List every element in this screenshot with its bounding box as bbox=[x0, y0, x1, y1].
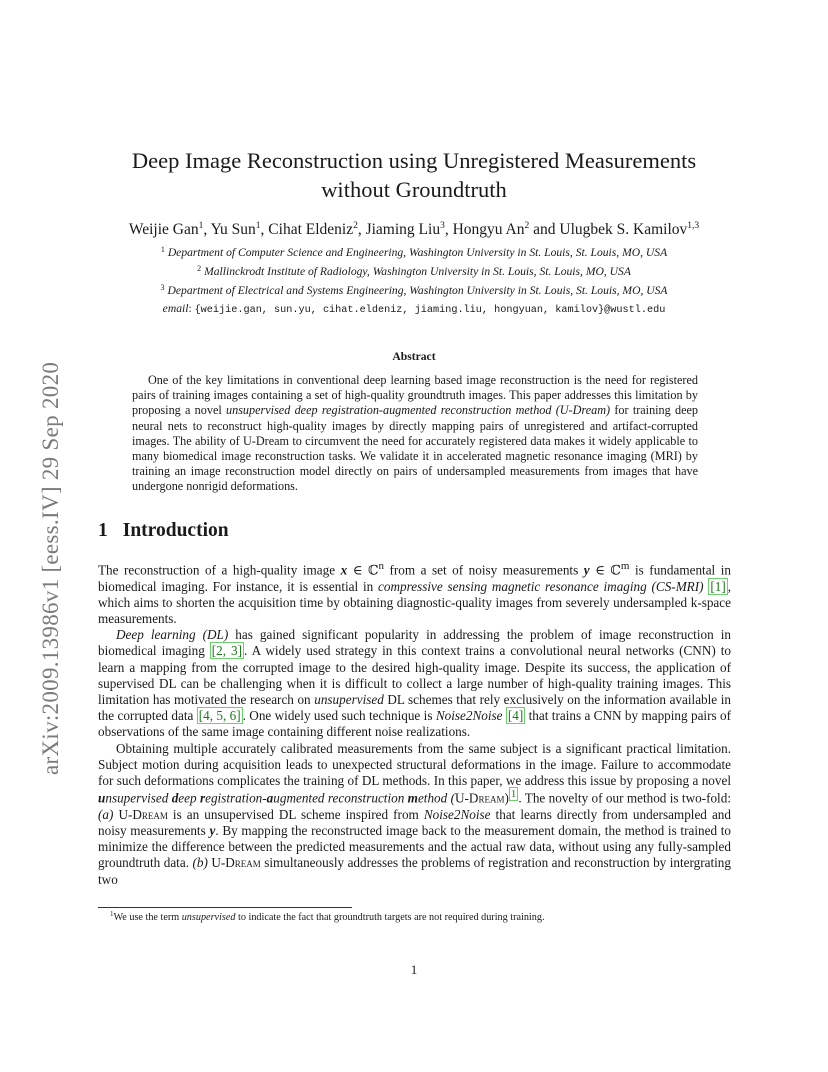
author-affil-mark: 2 bbox=[353, 221, 358, 231]
affiliation-text: Department of Computer Science and Engineering, Washington University in St. Louis, St. Louis, MO, USA bbox=[167, 246, 668, 259]
contact-email: email: {weijie.gan, sun.yu, cihat.eldeniz, jiaming.liu, hongyuan, kamilov}@wustl.edu bbox=[162, 302, 666, 316]
affiliation-mark: 1 bbox=[160, 245, 165, 254]
affiliation bbox=[60, 245, 768, 259]
method-name: U-Dream bbox=[211, 855, 261, 871]
author-affil-mark: 2 bbox=[524, 221, 530, 231]
page-number: 1 bbox=[410, 962, 418, 977]
author-separator: , bbox=[203, 221, 211, 238]
citation-link[interactable]: [2, 3] bbox=[211, 643, 243, 659]
section-number: 1 bbox=[98, 520, 108, 541]
abstract-text: One of the key limitations in conventional deep learning based image reconstruction is the need for registered pairs of training images containing a set of high-quality groundtruth images. This paper addresses this limitation by proposing a novel bbox=[132, 373, 698, 418]
author-list bbox=[60, 221, 768, 239]
method-name: U-Dream) bbox=[455, 790, 509, 806]
author-name: Jiaming Liu bbox=[365, 221, 441, 238]
paper-title bbox=[60, 146, 768, 204]
author-name: Yu Sun bbox=[210, 221, 256, 238]
abstract-body bbox=[132, 373, 698, 495]
footnote: $^1$We use the term unsupervised to indicate the fact that groundtruth targets are not required during training. bbox=[110, 910, 545, 923]
math-y: y bbox=[583, 562, 590, 578]
email-label: email bbox=[162, 302, 189, 315]
method-name: U-Dream bbox=[118, 806, 168, 822]
paragraph: Deep learning (DL) has gained significant popularity in addressing the problem of image reconstruction in biomedical imaging [2, 3] . A widely used strategy in this context trains a convolutional neural networks (CNN) to learn a mapping from the corrupted image to the desired high-quality image. Despite its success, the application of supervised DL can be challenging when it is difficult to collect a large number of high-quality training images. This limitation has motivated the research on unsupervised DL schemes that rely exclusively on the information available in the corrupted data [4, 5, 6] . One widely used such technique is Noise2Noise [4] that trains a CNN by mapping pairs of observations of the same image containing different noise realizations. bbox=[98, 627, 731, 740]
author-name: Hongyu An bbox=[452, 221, 525, 238]
math-x: x bbox=[340, 562, 348, 578]
author-affil-mark: 1 bbox=[255, 221, 261, 231]
affiliation bbox=[60, 264, 768, 278]
author-name: Ulugbek S. Kamilov bbox=[559, 221, 688, 238]
abstract-text: for training deep neural nets to reconstruct high-quality images by directly mapping pairs of unregistered and artifact-corrupted images. The ability of U-Dream to circumvent the need for accurately registered data makes it widely applicable to many biomedical image reconstruction tasks. We validate it in accelerated magnetic resonance imaging (MRI) by training an image reconstruction model directly on pairs of undersampled measurements from images that have undergone nonrigid deformations. bbox=[132, 403, 698, 494]
affiliation-text: Department of Electrical and Systems Engineering, Washington University in St. Louis, St. Louis, MO, USA bbox=[167, 284, 668, 297]
paragraph: Obtaining multiple accurately calibrated measurements from the same subject is a significant practical limitation. Subject motion during acquisition leads to unexpected structural deformations in the image. Failure to accommodate for such deformations complicates the training of DL methods. In this paper, we address this issue by proposing a novel unsupervised deep registration-augmented reconstruction method (U-Dream) $^1$ . The novelty of our method is two-fold: (a) U-Dream is an unsupervised DL scheme inspired from Noise2Noise that learns directly from undersampled and noisy measurements y. By mapping the reconstructed image back to the measurement domain, the method is trained to minimize the difference between the predicted measurements and the actual raw data, without using any fully-sampled groundtruth data. (b) U-Dream simultaneously addresses the problems of registration and reconstruction by intergrating two bbox=[98, 740, 732, 887]
author-name: Cihat Eldeniz bbox=[268, 221, 354, 238]
affiliation bbox=[60, 283, 768, 297]
section-title: Introduction bbox=[122, 520, 229, 541]
author-name: Weijie Gan bbox=[128, 221, 199, 238]
paragraph: The reconstruction of a high-quality image x ∈ ℂ$^n$ from a set of noisy measurements y ∈ ℂ$^m$ is fundamental in biomedical imaging. For instance, it is essential in compressive sensing magnetic resonance imaging (CS-MRI) [1] , which aims to shorten the acquisition time by obtaining diagnostic-quality images from severely undersampled k-space measurements. bbox=[98, 560, 732, 626]
introduction-body bbox=[98, 558, 731, 888]
abstract-method-name: unsupervised deep registration-augmented reconstruction method (U-Dream) bbox=[226, 403, 611, 418]
footnote-link[interactable]: 1 bbox=[510, 788, 517, 801]
affiliation-mark: 3 bbox=[160, 283, 165, 292]
citation-link[interactable]: [4, 5, 6] bbox=[198, 708, 241, 724]
arxiv-identifier-stamp: arXiv:2009.13986v1 [eess.IV] 29 Sep 2020 bbox=[38, 361, 63, 775]
author-affil-mark: 3 bbox=[440, 221, 445, 231]
math-y: y bbox=[209, 823, 216, 839]
affiliation-mark: 2 bbox=[197, 264, 202, 273]
title-line: Deep Image Reconstruction using Unregistered Measurements bbox=[131, 148, 697, 173]
email-address[interactable]: {weijie.gan, sun.yu, cihat.eldeniz, jiaming.liu, hongyuan, kamilov}@wustl.edu bbox=[194, 305, 666, 316]
author-affil-mark: 1,3 bbox=[687, 221, 700, 231]
affiliation-text: Mallinckrodt Institute of Radiology, Washington University in St. Louis, St. Louis, MO, USA bbox=[204, 265, 631, 278]
author-separator: , bbox=[357, 221, 366, 238]
citation-link[interactable]: [4] bbox=[507, 708, 524, 724]
author-separator: , bbox=[444, 221, 453, 238]
footnote-divider bbox=[98, 907, 352, 908]
author-separator: , bbox=[260, 221, 269, 238]
section-heading bbox=[98, 520, 229, 542]
author-separator: and bbox=[529, 221, 560, 238]
title-line: without Groundtruth bbox=[321, 177, 507, 202]
citation-link[interactable]: [1] bbox=[710, 578, 726, 594]
author-affil-mark: 1 bbox=[198, 221, 204, 231]
abstract-heading: Abstract bbox=[392, 350, 436, 363]
